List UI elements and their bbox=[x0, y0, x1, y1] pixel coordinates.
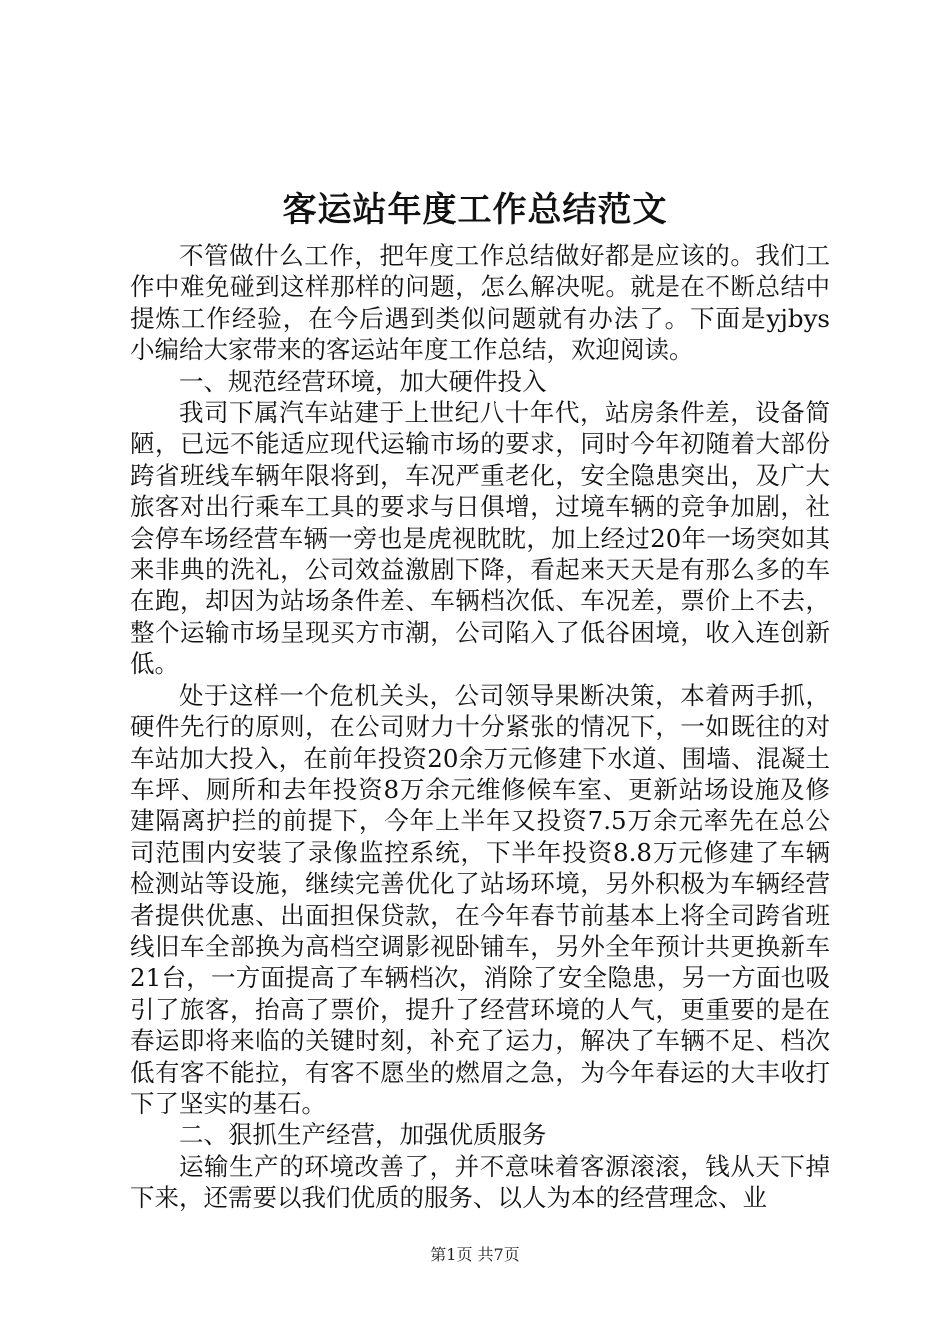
section-heading-1: 一、规范经营环境，加大硬件投入 bbox=[179, 366, 547, 396]
body-paragraph: 处于这样一个危机关头，公司领导果断决策，本着两手抓，硬件先行的原则，在公司财力十分紧张的情况下，一如既往的对车站加大投入，在前年投资20余万元修建下水道、围墙、混凝土车坪、厕所和去年投资8万余元维修候车室、更新站场设施及修建隔离护拦的前提下，今年上半年又投资7.5万余元率先在总公司范围内安装了录像监控系统，下半年投资8.8万元修建了车辆检测站等设施，继续完善优化了站场环境，另外积极为车辆经营者提供优惠、出面担保贷款，在今年春节前基本上将全司跨省班线旧车全部换为高档空调影视卧铺车，另外全年预计共更换新车21台，一方面提高了车辆档次，消除了安全隐患，另一方面也吸引了旅客，抬高了票价，提升了经营环境的人气，更重要的是在春运即将来临的关键时刻，补充了运力，解决了车辆不足、档次低有客不能拉，有客不愿坐的燃眉之急，为今年春运的大丰收打下了坚实的基石。 bbox=[130, 680, 830, 1118]
body-paragraph: 运输生产的环境改善了，并不意味着客源滚滚，钱从天下掉下来，还需要以我们优质的服务、以人为本的经营理念、业 bbox=[130, 1151, 830, 1213]
section-heading-2: 二、狠抓生产经营，加强优质服务 bbox=[179, 1120, 547, 1150]
page-title: 客运站年度工作总结范文 bbox=[282, 190, 668, 230]
document-body bbox=[130, 240, 830, 1214]
page-number-footer: 第1页 共7页 bbox=[430, 1245, 520, 1264]
body-paragraph: 我司下属汽车站建于上世纪八十年代，站房条件差，设备简陋，已远不能适应现代运输市场的要求，同时今年初随着大部份跨省班线车辆年限将到，车况严重老化，安全隐患突出，及广大旅客对出行乘车工具的要求与日俱增，过境车辆的竞争加剧，社会停车场经营车辆一旁也是虎视眈眈，加上经过20年一场突如其来非典的洗礼，公司效益激剧下降，看起来天天是有那么多的车在跑，却因为站场条件差、车辆档次低、车况差，票价上不去，整个运输市场呈现买方市潮，公司陷入了低谷困境，收入连创新低。 bbox=[130, 398, 830, 679]
intro-paragraph: 不管做什么工作，把年度工作总结做好都是应该的。我们工作中难免碰到这样那样的问题，怎么解决呢。就是在不断总结中提炼工作经验，在今后遇到类似问题就有办法了。下面是yjbys小编给大家带来的客运站年度工作总结，欢迎阅读。 bbox=[130, 241, 830, 365]
